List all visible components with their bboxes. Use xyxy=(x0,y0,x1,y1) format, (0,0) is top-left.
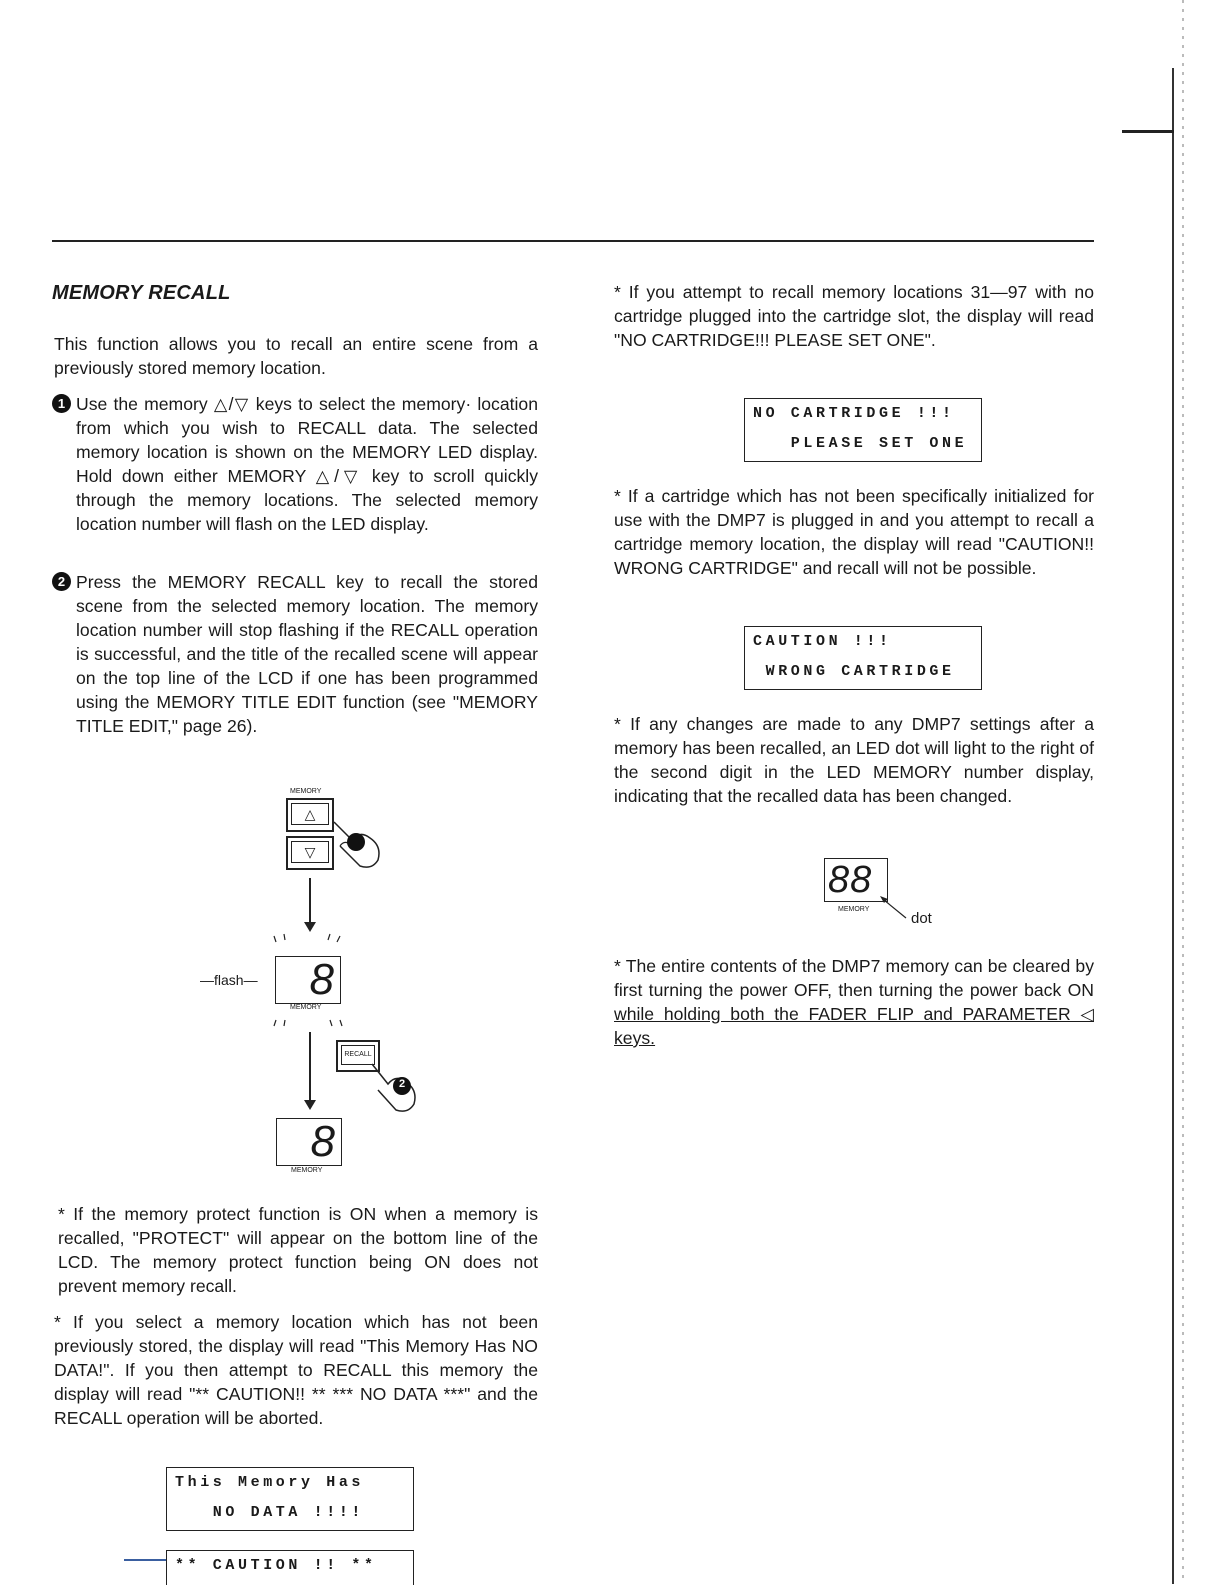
note-memory-protect: * If the memory protect function is ON when a memory is recalled, "PROTECT" will appear on the bottom line of the LCD. The memory protect function being ON does not prevent memory recall. xyxy=(58,1204,538,1296)
header-rule xyxy=(52,240,1094,242)
led-digit: 8 xyxy=(310,1117,335,1166)
step-1-text: Use the memory △/▽ keys to select the memory· location from which you wish to RECALL data. The selected memory location is shown on the MEMORY LED display. Hold down either MEMORY △/▽ key to scroll quickly through the memory locations. The selected memory location number will flash on the LED display. xyxy=(76,394,538,534)
recall-diagram xyxy=(180,780,460,1180)
lcd-line-2: NO DATA !!!! xyxy=(175,1504,365,1521)
step-number-badge: 2 xyxy=(52,572,71,591)
dot-label: dot xyxy=(911,910,932,927)
down-arrow-icon: ▽ xyxy=(291,841,329,863)
recall-key-label: RECALL xyxy=(341,1045,375,1065)
pointing-hand-icon xyxy=(330,816,390,872)
note-no-data: * If you select a memory location which has not been previously stored, the display will read "This Memory Has NO DATA!". If you then attempt to RECALL this memory the display will read "** CAUTION!! ** *** NO DATA ***" and the RECALL operation will be aborted. xyxy=(54,1312,538,1428)
up-arrow-icon: △ xyxy=(291,803,329,825)
memory-up-key[interactable] xyxy=(286,798,334,832)
lcd-line-2: WRONG CARTRIDGE xyxy=(753,663,955,680)
dot-pointer-icon xyxy=(876,892,910,920)
scan-edge-noise xyxy=(1182,0,1184,1584)
binding-edge-line xyxy=(1172,68,1174,1584)
note-clear-memory-text: * The entire contents of the DMP7 memory can be cleared by first turning the power OFF, then turning the power back ON xyxy=(614,956,1094,1000)
arrow-down-icon xyxy=(304,1100,316,1112)
led-digit: 8 xyxy=(309,955,334,1004)
note-clear-memory-underlined: while holding both the FADER FLIP and PARAMETER ◁ keys. xyxy=(614,1004,1094,1048)
step-2-badge: 2 xyxy=(398,1078,406,1090)
step-2 xyxy=(52,570,538,738)
arrow-shaft xyxy=(309,1032,311,1104)
section-heading: MEMORY RECALL xyxy=(52,282,231,304)
note-no-cartridge: * If you attempt to recall memory locations 31—97 with no cartridge plugged into the cartridge slot, the display will read "NO CARTRIDGE!!! PLEASE SET ONE". xyxy=(614,282,1094,350)
intro-paragraph: This function allows you to recall an entire scene from a previously stored memory location. xyxy=(54,334,538,378)
arrow-shaft xyxy=(309,878,311,928)
binding-edge-tick xyxy=(1122,130,1174,133)
led-memory-label: MEMORY xyxy=(838,906,870,913)
note-wrong-cartridge: * If a cartridge which has not been specifically initialized for use with the DMP7 is plugged in and you attempt to recall a cartridge memory location, the display will read "CAUTION!! WRONG CARTRIDGE" and recall will not be possible. xyxy=(614,486,1094,578)
lcd-line-1: CAUTION !!! xyxy=(753,633,892,650)
lcd-no-cartridge xyxy=(744,398,982,462)
step-2-text: Press the MEMORY RECALL key to recall the stored scene from the selected memory location. The memory location number will stop flashing if the RECALL operation is successful, and the title of the recalled scene will appear on the top line of the LCD if one has been programmed using the MEMORY TITLE EDIT function (see "MEMORY TITLE EDIT," page 26). xyxy=(76,572,538,736)
note-led-dot: * If any changes are made to any DMP7 settings after a memory has been recalled, an LED dot will light to the right of the second digit in the LED MEMORY number display, indicating that the recalled data has been changed. xyxy=(614,714,1094,806)
lcd-line-2: PLEASE SET ONE xyxy=(753,435,968,452)
lcd-line-1: This Memory Has xyxy=(175,1474,365,1491)
led-memory-label: MEMORY xyxy=(290,1004,322,1011)
lcd-line-1: ** CAUTION !! ** xyxy=(175,1557,377,1574)
lcd-wrong-cartridge xyxy=(744,626,982,690)
flash-rays-bottom-icon xyxy=(268,1014,358,1034)
memory-key-label: MEMORY xyxy=(290,788,322,795)
lcd-caution-partial xyxy=(166,1550,414,1585)
led-memory-label: MEMORY xyxy=(291,1167,323,1174)
memory-led-flashing xyxy=(275,956,341,1004)
scan-blue-line xyxy=(124,1559,172,1561)
led-digits: 88 xyxy=(828,859,873,901)
lcd-no-data xyxy=(166,1467,414,1531)
step-1-badge: 1 xyxy=(382,832,390,844)
memory-led-steady xyxy=(276,1118,342,1166)
memory-down-key[interactable] xyxy=(286,836,334,870)
lcd-line-1: NO CARTRIDGE !!! xyxy=(753,405,955,422)
note-clear-memory xyxy=(614,954,1094,1050)
flash-label: —flash— xyxy=(200,972,258,988)
step-1 xyxy=(52,392,538,536)
step-number-badge: 1 xyxy=(52,394,71,413)
